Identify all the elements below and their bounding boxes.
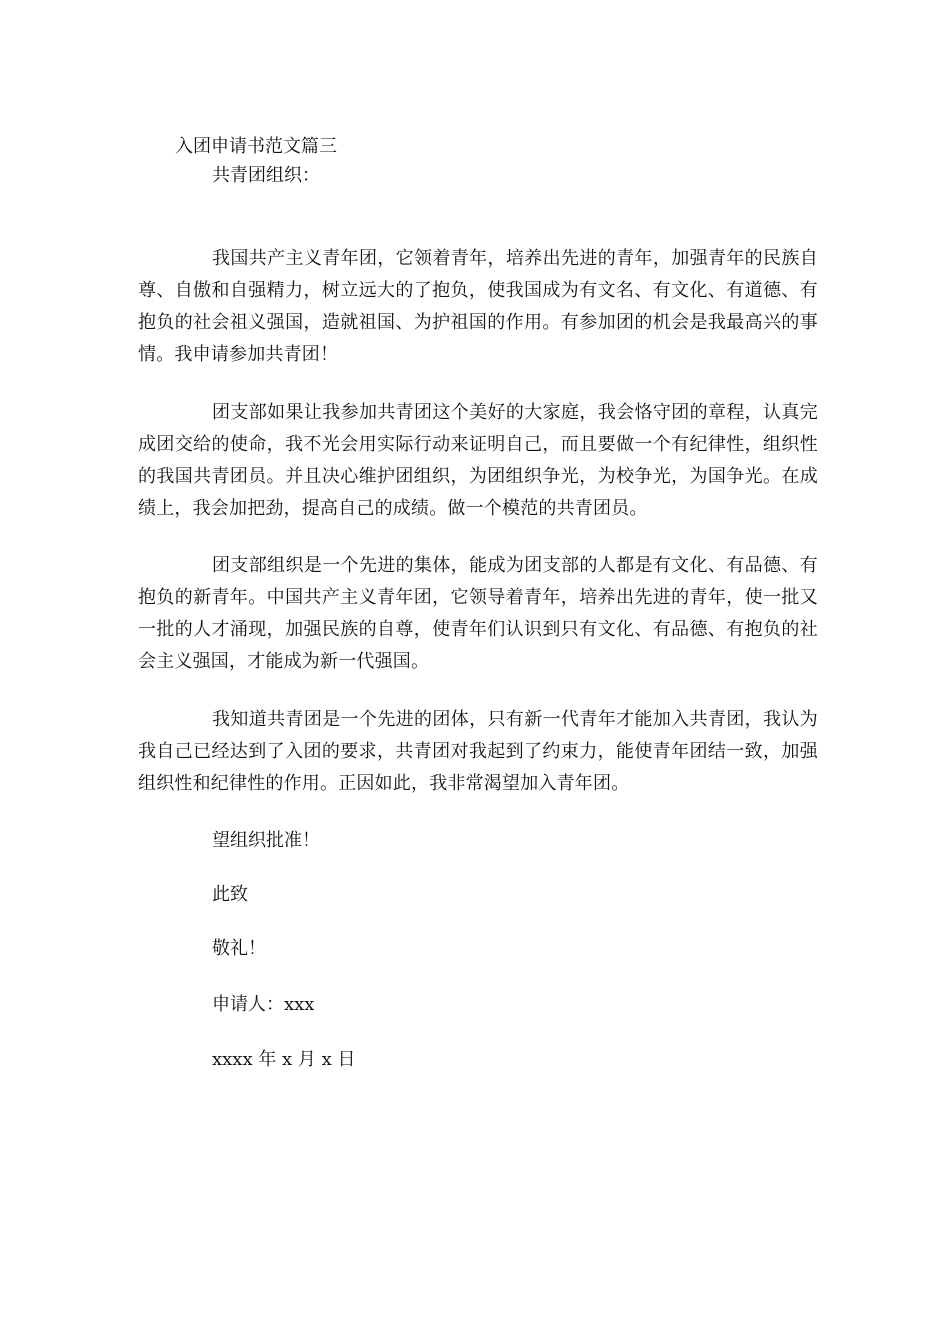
body-paragraph-1: 我国共产主义青年团，它领着青年，培养出先进的青年，加强青年的民族自尊、自傲和自强精力，树立远大的了抱负，使我国成为有文名、有文化、有道德、有抱负的社会祖义强国，造就祖国、为护祖国的作用。有参加团的机会是我最高兴的事情。我申请参加共青团！ xyxy=(138,248,818,365)
salutation: 共青团组织： xyxy=(212,165,320,186)
closing-greeting-1: 此致 xyxy=(212,884,248,905)
applicant-signature: 申请人：xxx xyxy=(212,994,315,1015)
document-title: 入团申请书范文篇三 xyxy=(175,136,337,157)
body-paragraph-4: 我知道共青团是一个先进的团体，只有新一代青年才能加入共青团，我认为我自己已经达到了入团的要求，共青团对我起到了约束力，能使青年团结一致，加强组织性和纪律性的作用。正因如此，我非常渴望加入青年团。 xyxy=(138,709,818,794)
body-paragraph-2: 团支部如果让我参加共青团这个美好的大家庭，我会恪守团的章程，认真完成团交给的使命，我不光会用实际行动来证明自己，而且要做一个有纪律性，组织性的我国共青团员。并且决心维护团组织，为团组织争光，为校争光，为国争光。在成绩上，我会加把劲，提高自己的成绩。做一个模范的共青团员。 xyxy=(138,402,818,519)
approval-request: 望组织批准！ xyxy=(212,830,320,851)
closing-greeting-2: 敬礼！ xyxy=(212,938,266,959)
body-paragraph-3: 团支部组织是一个先进的集体，能成为团支部的人都是有文化、有品德、有抱负的新青年。中国共产主义青年团，它领导着青年，培养出先进的青年，使一批又一批的人才涌现，加强民族的自尊，使青年们认识到只有文化、有品德、有抱负的社会主义强国，才能成为新一代强国。 xyxy=(138,555,818,672)
application-date: xxxx 年 x 月 x 日 xyxy=(212,1049,356,1070)
